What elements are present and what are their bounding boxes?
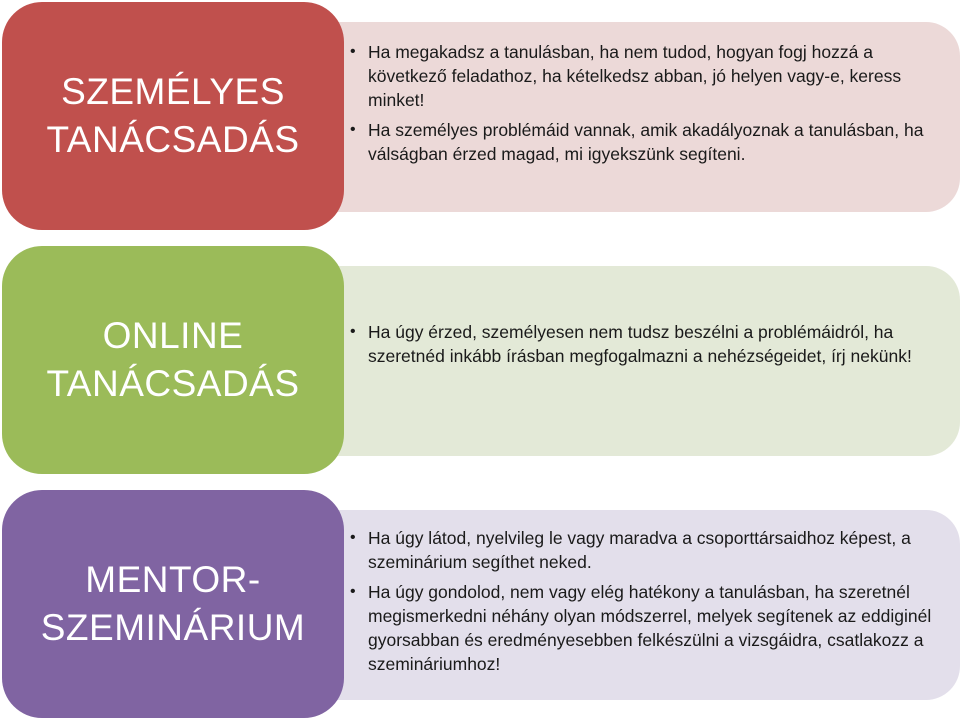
bullet-text: Ha úgy látod, nyelvileg le vagy maradva a csoporttársaidhoz képest, a szeminárium segíthet neked. [368, 528, 911, 572]
bullet-icon: • [350, 529, 356, 546]
bullet-text: Ha személyes problémáid vannak, amik akadályoznak a tanulásban, ha válságban érzed magad, mi igyekszünk segíteni. [368, 120, 924, 164]
bullet-list [350, 40, 940, 172]
bullet-icon: • [350, 43, 356, 60]
bullet-list [350, 320, 940, 374]
list-item [350, 526, 940, 574]
section-detail-panel [300, 510, 960, 700]
section-label-box [2, 490, 344, 718]
section-label-box [2, 246, 344, 474]
section-title [41, 556, 306, 652]
section-title-line: MENTOR- [85, 559, 261, 600]
section-mentor-seminar [0, 490, 960, 720]
section-title-line: TANÁCSADÁS [46, 119, 300, 160]
section-title-line: TANÁCSADÁS [46, 363, 300, 404]
section-detail-panel [300, 22, 960, 212]
list-item [350, 40, 940, 112]
section-personal-counseling [0, 2, 960, 232]
section-detail-panel [300, 266, 960, 456]
bullet-icon: • [350, 121, 356, 138]
section-title [46, 68, 299, 164]
bullet-list [350, 526, 940, 682]
bullet-icon: • [350, 583, 356, 600]
section-title-line: SZEMÉLYES [61, 71, 285, 112]
bullet-icon: • [350, 323, 356, 340]
bullet-text: Ha úgy gondolod, nem vagy elég hatékony a tanulásban, ha szeretnél megismerkedni néhány olyan módszerrel, melyek segítenek az eddiginél gyorsabban és eredményesebben felkészülni a vizsgáidra, csatlakozz a szemináriumhoz! [368, 582, 932, 674]
section-label-box [2, 2, 344, 230]
bullet-text: Ha úgy érzed, személyesen nem tudsz beszélni a problémáidról, ha szeretnéd inkább írásban megfogalmazni a nehézségeidet, írj nekünk! [368, 322, 912, 366]
section-online-counseling [0, 246, 960, 476]
bullet-text: Ha megakadsz a tanulásban, ha nem tudod, hogyan fogj hozzá a következő feladathoz, ha kételkedsz abban, jó helyen vagy-e, keress minket! [368, 42, 902, 110]
list-item [350, 580, 940, 676]
section-title-line: ONLINE [102, 315, 244, 356]
section-title-line: SZEMINÁRIUM [40, 607, 306, 648]
section-title [46, 312, 299, 408]
list-item [350, 118, 940, 166]
list-item [350, 320, 940, 368]
